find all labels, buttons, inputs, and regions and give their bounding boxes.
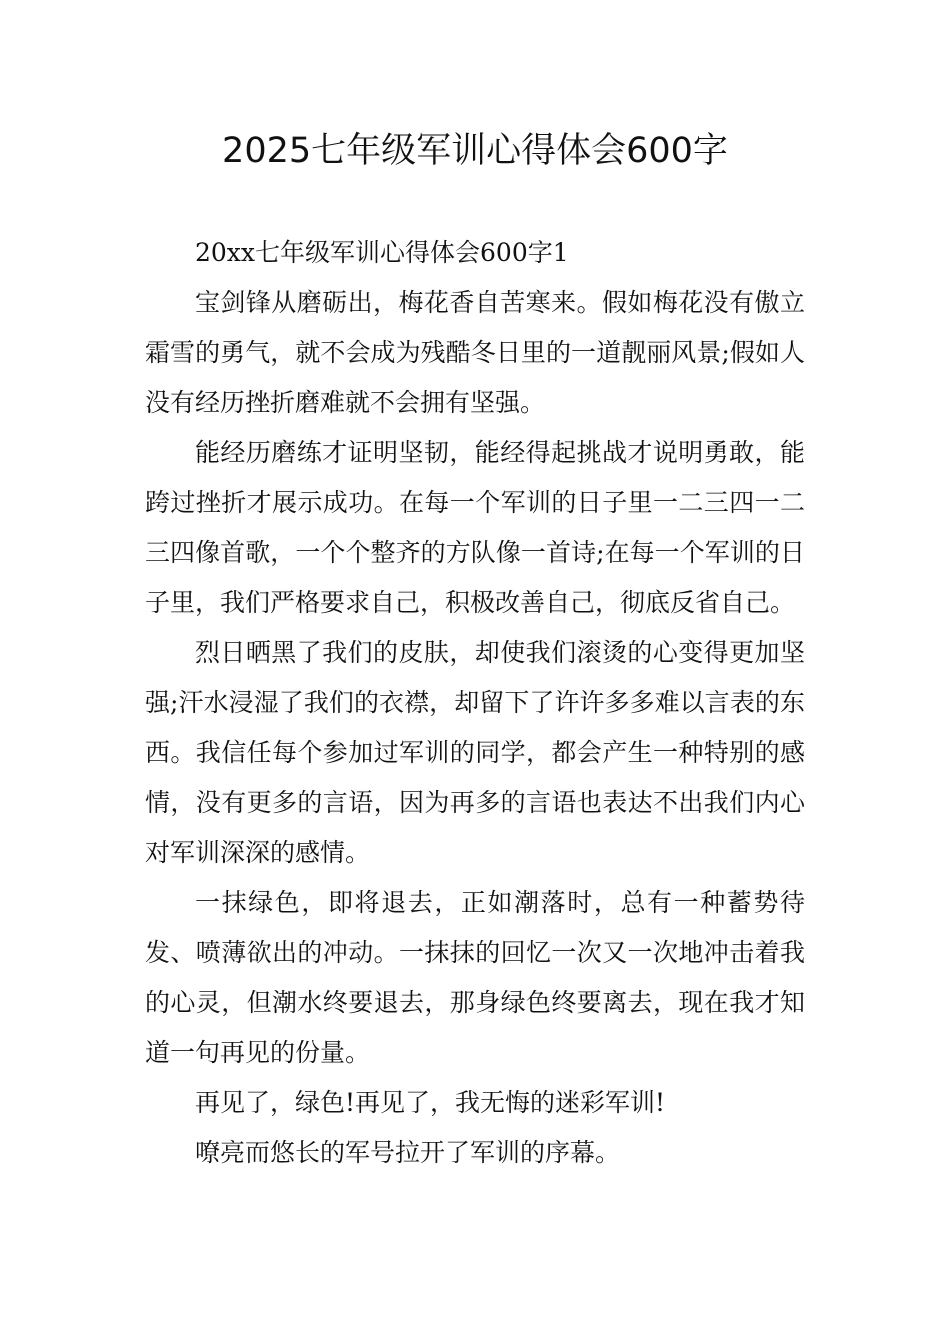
paragraph: 宝剑锋从磨砺出，梅花香自苦寒来。假如梅花没有傲立霜雪的勇气，就不会成为残酷冬日里的一道靓丽风景;假如人没有经历挫折磨难就不会拥有坚强。	[145, 288, 805, 417]
document-body	[145, 228, 805, 1178]
paragraph-subtitle: 20xx七年级军训心得体会600字1	[195, 238, 569, 267]
document-title: 2025七年级军训心得体会600字	[222, 131, 728, 171]
paragraph: 一抹绿色，即将退去，正如潮落时，总有一种蓄势待发、喷薄欲出的冲动。一抹抹的回忆一次又一次地冲击着我的心灵，但潮水终要退去，那身绿色终要离去，现在我才知道一句再见的份量。	[145, 888, 805, 1067]
paragraph: 再见了，绿色!再见了，我无悔的迷彩军训!	[195, 1088, 666, 1117]
paragraph: 能经历磨练才证明坚韧，能经得起挑战才说明勇敢，能跨过挫折才展示成功。在每一个军训的日子里一二三四一二三四像首歌，一个个整齐的方队像一首诗;在每一个军训的日子里，我们严格要求自己，积极改善自己，彻底反省自己。	[145, 438, 805, 617]
paragraph: 烈日晒黑了我们的皮肤，却使我们滚烫的心变得更加坚强;汗水浸湿了我们的衣襟，却留下了许许多多难以言表的东西。我信任每个参加过军训的同学，都会产生一种特别的感情，没有更多的言语，因为再多的言语也表达不出我们内心对军训深深的感情。	[145, 638, 805, 867]
paragraph: 嘹亮而悠长的军号拉开了军训的序幕。	[195, 1138, 621, 1167]
